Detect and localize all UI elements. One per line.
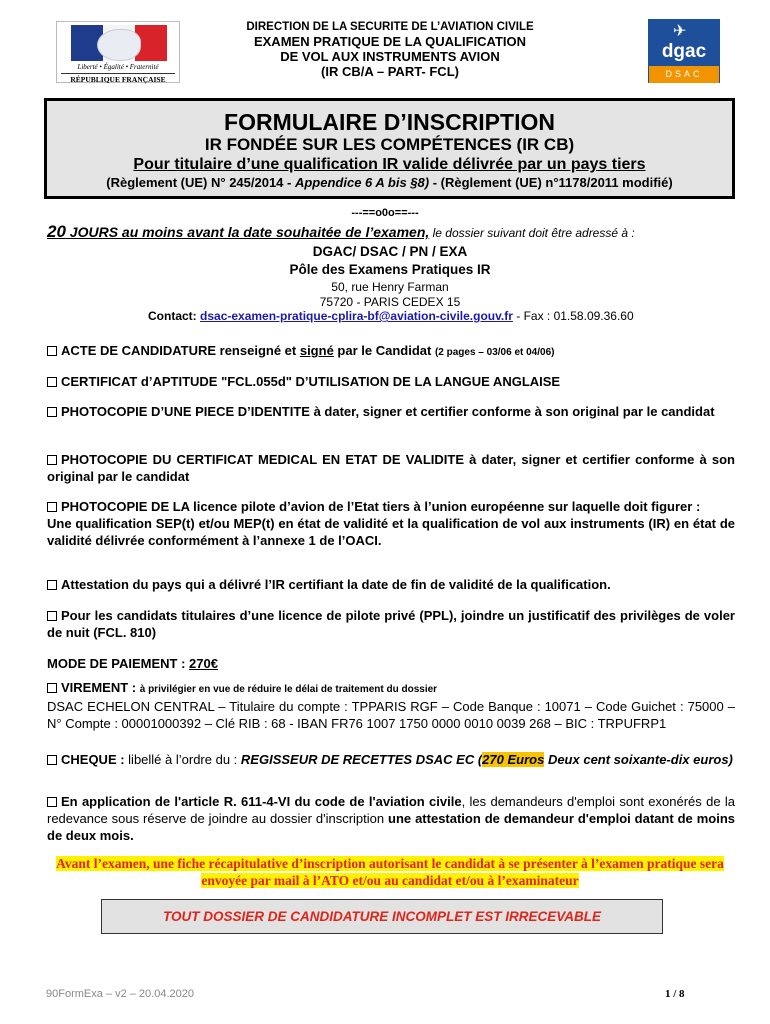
payment-virement [47, 679, 735, 732]
rf-motto: Liberté • Égalité • Fraternité [77, 63, 159, 71]
title-regulation [47, 174, 732, 191]
attestation-text: Attestation du pays qui a délivré l’IR certifiant la date de fin de validité de la qualification. [61, 577, 611, 592]
address-line-3: 50, rue Henry Farman [331, 280, 449, 294]
regulation-part-c: - (Règlement (UE) n°1178/2011 modifié) [429, 175, 673, 190]
contact-line [148, 309, 634, 323]
checkbox-icon[interactable] [47, 580, 57, 590]
cheque-words: Deux cent soixante-dix euros) [544, 752, 733, 767]
irrecevable-banner: TOUT DOSSIER DE CANDIDATURE INCOMPLET EST IRRECEVABLE [101, 899, 663, 934]
contact-email-link[interactable]: dsac-examen-pratique-cplira-bf@aviation-civile.gouv.fr [200, 309, 513, 323]
item-ppl-nuit [47, 607, 735, 641]
dgac-logo-name: dgac [661, 41, 707, 62]
checkbox-icon[interactable] [47, 797, 57, 807]
virement-label: VIREMENT : [61, 680, 140, 695]
deadline-text: JOURS au moins avant la date souhaitée de l’examen, [65, 224, 430, 240]
contact-label: Contact: [148, 309, 197, 323]
cheque-label: CHEQUE : [61, 752, 129, 767]
checkbox-icon[interactable] [47, 611, 57, 621]
certificat-text: CERTIFICAT d’APTITUDE "FCL.055d" D’UTILISATION DE LA LANGUE ANGLAISE [61, 374, 561, 389]
header-title-block [195, 20, 585, 79]
address-line-4: 75720 - PARIS CEDEX 15 [319, 295, 461, 309]
licence-text-b: Une qualification SEP(t) et/ou MEP(t) en état de validité et la qualification de vol aux instruments (IR) en état de validité délivrée conformément à l’annexe 1 de l’OACI. [47, 516, 735, 548]
dgac-logo-sub: DSAC [649, 66, 719, 83]
item-piece-identite [47, 403, 735, 420]
acte-text-b: signé [299, 343, 334, 358]
regulation-part-a: (Règlement (UE) N° 245/2014 - [106, 175, 295, 190]
checkbox-icon[interactable] [47, 377, 57, 387]
payment-label: MODE DE PAIEMENT : [47, 656, 190, 671]
exemption-text-b: , les demandeurs d'emploi sont exonérés de la redevance sous réserve de joindre au dossier d'inscription [47, 794, 736, 826]
item-attestation-pays [47, 576, 735, 593]
footer-reference: 90FormExa – v2 – 20.04.2020 [46, 988, 194, 1000]
cheque-payee: REGISSEUR DE RECETTES DSAC EC ( [240, 752, 483, 767]
contact-fax: - Fax : 01.58.09.36.60 [512, 309, 634, 323]
identite-text: PHOTOCOPIE D’UNE PIECE D’IDENTITE à dater, signer et certifier conforme à son original par le candidat [61, 404, 715, 419]
title-holder-line: Pour titulaire d’une qualification IR valide délivrée par un pays tiers [133, 156, 646, 173]
checkbox-icon[interactable] [47, 683, 57, 693]
exemption-text-a: En application de l'article R. 611-4-VI du code de l'aviation civile [61, 794, 462, 809]
ppl-text: Pour les candidats titulaires d’une licence de pilote privé (PPL), joindre un justificatif des privilèges de voler de nuit (FCL. 810) [47, 608, 735, 640]
regulation-part-b: Appendice 6 A bis §8) [294, 175, 430, 190]
header-line-4: (IR CB/A – PART- FCL) [321, 64, 459, 79]
exemption-paragraph [47, 793, 735, 844]
payment-cheque [47, 751, 735, 768]
acte-text-c: par le Candidat [333, 343, 435, 358]
virement-details: DSAC ECHELON CENTRAL – Titulaire du compte : TPPARIS RGF – Code Banque : 10071 – Code Guichet : 75000 – N° Compte : 00001000392 – Clé RIB : 68 - IBAN FR76 1007 1750 0000 0010 0039 268 – BIC : TRPUFRP1 [47, 699, 735, 731]
checkbox-icon[interactable] [47, 346, 57, 356]
acte-text-d: (2 pages – 03/06 et 04/06) [434, 347, 555, 358]
dgac-bird-icon: ✈ [673, 23, 687, 40]
medical-text: PHOTOCOPIE DU CERTIFICAT MEDICAL EN ETAT DE VALIDITE à dater, signer et certifier conforme à son original par le candidat [47, 452, 735, 484]
payment-amount: 270€ [189, 656, 218, 671]
notice-before-exam [40, 855, 740, 889]
cheque-amount: 270 Euros [482, 752, 545, 767]
page-title: FORMULAIRE D’INSCRIPTION [224, 109, 555, 135]
item-certificat-medical [47, 451, 735, 485]
licence-text-a: PHOTOCOPIE DE LA licence pilote d’avion de l’Etat tiers à l’union européenne sur laquelle doit figurer : [61, 499, 701, 514]
virement-note: à privilégier en vue de réduire le délai de traitement du dossier [139, 684, 438, 695]
title-box [44, 98, 735, 199]
address-line-2: Pôle des Examens Pratiques IR [289, 262, 491, 277]
item-certificat-anglais [47, 373, 735, 390]
dgac-logo [648, 19, 720, 83]
item-acte-candidature [47, 342, 735, 361]
checkbox-icon[interactable] [47, 755, 57, 765]
checkbox-icon[interactable] [47, 502, 57, 512]
deadline-rest: le dossier suivant doit être adressé à : [429, 226, 635, 240]
header-line-3: DE VOL AUX INSTRUMENTS AVION [280, 49, 500, 64]
checkbox-icon[interactable] [47, 455, 57, 465]
footer-page-number: 1 / 8 [665, 988, 685, 1000]
separator: ---==o0o==--- [351, 207, 419, 219]
notice-text: Avant l’examen, une fiche récapitulative d’inscription autorisant le candidat à se présenter à l’examen pratique sera envoyée par mail à l’ATO et/ou au candidat et/ou à l’examinateur [56, 856, 724, 888]
item-licence-pilote [47, 498, 735, 549]
exemption-text-c: une attestation de demandeur d'emploi datant de moins de deux mois. [47, 811, 735, 843]
deadline-line [47, 222, 747, 242]
address-line-1: DGAC/ DSAC / PN / EXA [312, 244, 468, 259]
checkbox-icon[interactable] [47, 407, 57, 417]
rf-republic-label: RÉPUBLIQUE FRANÇAISE [61, 73, 175, 84]
header-line-1: DIRECTION DE LA SECURITE DE L’AVIATION CIVILE [246, 21, 534, 33]
header-line-2: EXAMEN PRATIQUE DE LA QUALIFICATION [253, 34, 527, 49]
republique-francaise-logo [56, 21, 180, 83]
title-subtitle: IR FONDÉE SUR LES COMPÉTENCES (IR CB) [204, 135, 575, 154]
marianne-flag-icon [71, 25, 167, 61]
cheque-text: libellé à l’ordre du : [128, 752, 241, 767]
acte-text-a: ACTE DE CANDIDATURE renseigné et [61, 343, 300, 358]
payment-mode [47, 655, 735, 672]
deadline-days: 20 [47, 222, 66, 241]
